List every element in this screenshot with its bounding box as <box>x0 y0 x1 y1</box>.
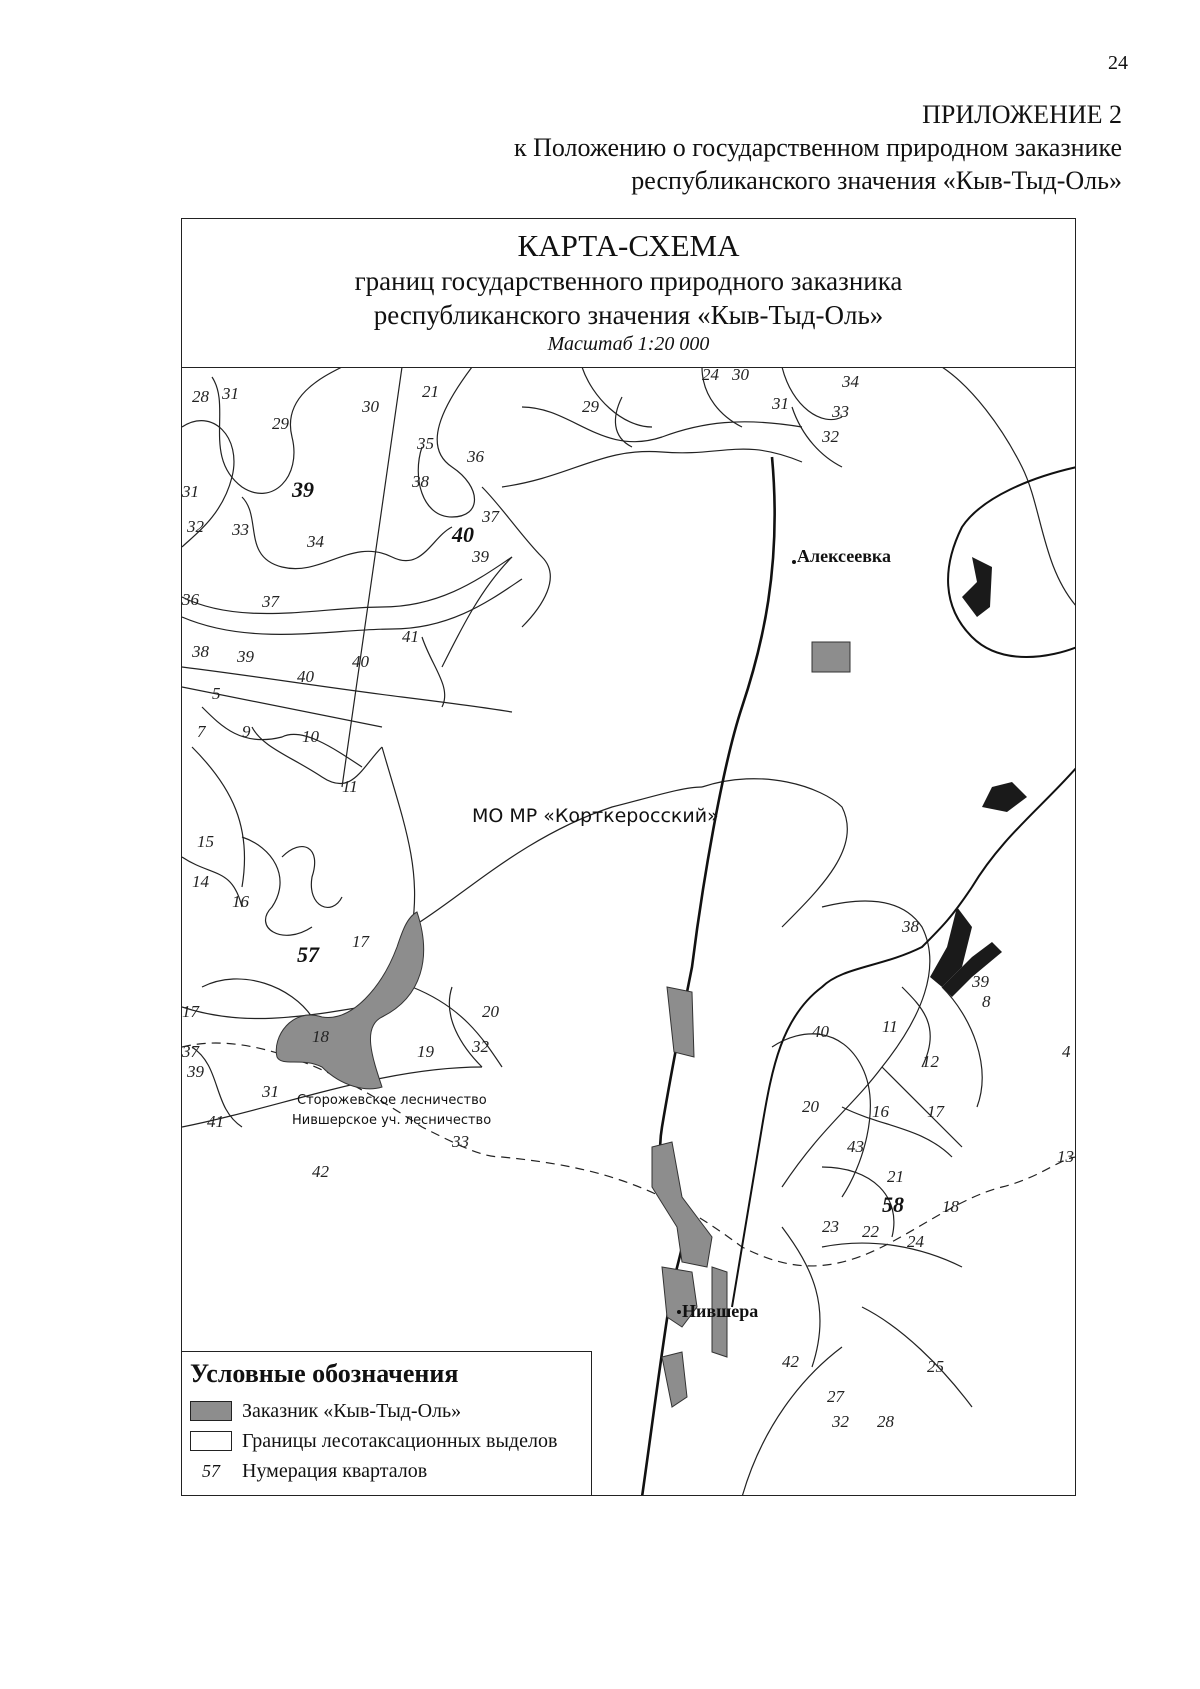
svg-text:24: 24 <box>702 367 719 384</box>
svg-text:32: 32 <box>832 1412 849 1431</box>
svg-text:37: 37 <box>262 592 279 611</box>
svg-text:28: 28 <box>877 1412 894 1431</box>
svg-text:28: 28 <box>192 387 209 406</box>
svg-text:34: 34 <box>842 372 859 391</box>
svg-text:11: 11 <box>882 1017 898 1036</box>
legend-label-reserve: Заказник «Кыв-Тыд-Оль» <box>242 1400 462 1422</box>
legend-item-reserve <box>190 1396 583 1426</box>
settlement-boundary <box>732 467 1076 1307</box>
map-title: КАРТА-СХЕМА <box>517 228 740 263</box>
svg-text:17: 17 <box>352 932 369 951</box>
forestry-label-2: Нившерское уч. лесничество <box>292 1113 492 1128</box>
settlement-nivshera: Нившера <box>682 1301 759 1321</box>
svg-text:43: 43 <box>847 1137 864 1156</box>
svg-text:16: 16 <box>232 892 249 911</box>
reserve-swatch-icon <box>190 1401 232 1421</box>
svg-text:29: 29 <box>582 397 599 416</box>
svg-text:24: 24 <box>907 1232 924 1251</box>
svg-text:39: 39 <box>472 547 489 566</box>
svg-text:37: 37 <box>482 507 499 526</box>
svg-text:32: 32 <box>187 517 204 536</box>
map-subtitle-2: республиканского значения «Кыв-Тыд-Оль» <box>373 300 884 330</box>
svg-text:39: 39 <box>972 972 989 991</box>
svg-text:38: 38 <box>192 642 209 661</box>
svg-text:4: 4 <box>1062 1042 1071 1061</box>
boundary-swatch-icon <box>190 1431 232 1451</box>
svg-text:21: 21 <box>887 1167 904 1186</box>
svg-text:35: 35 <box>417 434 434 453</box>
svg-text:33: 33 <box>452 1132 469 1151</box>
svg-text:31: 31 <box>262 1082 279 1101</box>
svg-text:42: 42 <box>782 1352 799 1371</box>
svg-text:23: 23 <box>822 1217 839 1236</box>
svg-text:34: 34 <box>307 532 324 551</box>
svg-text:16: 16 <box>872 1102 889 1121</box>
region-label: МО МР «Корткеросский» <box>472 805 719 827</box>
svg-text:42: 42 <box>312 1162 329 1181</box>
svg-text:41: 41 <box>402 627 419 646</box>
main-road <box>642 457 775 1496</box>
svg-text:29: 29 <box>272 414 289 433</box>
svg-text:20: 20 <box>802 1097 819 1116</box>
svg-text:7: 7 <box>197 722 206 741</box>
quarter-40: 40 <box>452 522 474 547</box>
page-number: 24 <box>1108 52 1128 74</box>
map-subtitle-1: границ государственного природного заказника <box>354 266 903 296</box>
map-scale: Масштаб 1:20 000 <box>547 333 710 355</box>
svg-text:38: 38 <box>412 472 429 491</box>
svg-text:38: 38 <box>902 917 919 936</box>
map-frame <box>181 218 1076 1496</box>
svg-text:9: 9 <box>242 722 251 741</box>
appendix-line-2: к Положению о государственном природном заказнике <box>513 133 1122 162</box>
svg-text:8: 8 <box>982 992 991 1011</box>
svg-text:13: 13 <box>1057 1147 1074 1166</box>
legend-item-boundary <box>190 1426 583 1456</box>
legend-title: Условные обозначения <box>190 1359 459 1388</box>
settlement-alekseevka: Алексеевка <box>797 546 892 566</box>
legend-number-sample: 57 <box>202 1461 220 1481</box>
svg-text:19: 19 <box>417 1042 434 1061</box>
svg-text:17: 17 <box>182 1002 199 1021</box>
svg-text:40: 40 <box>812 1022 829 1041</box>
svg-text:32: 32 <box>822 427 839 446</box>
svg-text:36: 36 <box>182 590 199 609</box>
svg-text:31: 31 <box>182 482 199 501</box>
appendix-line-3: республиканского значения «Кыв-Тыд-Оль» <box>631 166 1122 195</box>
svg-text:31: 31 <box>222 384 239 403</box>
map-labels <box>182 367 1074 1431</box>
svg-text:18: 18 <box>312 1027 329 1046</box>
svg-text:10: 10 <box>302 727 319 746</box>
forestry-label-1: Сторожевское лесничество <box>297 1093 487 1108</box>
legend-item-number <box>190 1456 583 1486</box>
map-canvas <box>182 367 1076 1496</box>
svg-text:33: 33 <box>832 402 849 421</box>
svg-text:22: 22 <box>862 1222 879 1241</box>
quarter-39: 39 <box>292 477 314 502</box>
reserve-patches <box>276 642 850 1407</box>
map-legend <box>182 1351 592 1496</box>
svg-text:20: 20 <box>482 1002 499 1021</box>
legend-label-number: Нумерация кварталов <box>242 1460 428 1482</box>
svg-text:27: 27 <box>827 1387 844 1406</box>
svg-text:37: 37 <box>182 1042 199 1061</box>
svg-text:36: 36 <box>467 447 484 466</box>
svg-text:11: 11 <box>342 777 358 796</box>
svg-text:39: 39 <box>187 1062 204 1081</box>
svg-text:12: 12 <box>922 1052 939 1071</box>
quarter-57: 57 <box>297 942 319 967</box>
svg-text:5: 5 <box>212 684 221 703</box>
dark-boundary-strips <box>930 557 1027 997</box>
map-title-block <box>182 219 1075 368</box>
appendix-header <box>514 98 1122 197</box>
appendix-title: ПРИЛОЖЕНИЕ 2 <box>922 100 1122 129</box>
forestry-boundary-dashed <box>182 1043 1076 1266</box>
svg-text:32: 32 <box>472 1037 489 1056</box>
svg-text:17: 17 <box>927 1102 944 1121</box>
svg-text:31: 31 <box>772 394 789 413</box>
svg-text:21: 21 <box>422 382 439 401</box>
svg-text:14: 14 <box>192 872 209 891</box>
svg-text:25: 25 <box>927 1357 944 1376</box>
svg-text:30: 30 <box>732 367 749 384</box>
svg-text:30: 30 <box>362 397 379 416</box>
svg-text:33: 33 <box>232 520 249 539</box>
svg-text:40: 40 <box>297 667 314 686</box>
svg-text:18: 18 <box>942 1197 959 1216</box>
svg-text:41: 41 <box>207 1112 224 1131</box>
svg-text:40: 40 <box>352 652 369 671</box>
svg-text:15: 15 <box>197 832 214 851</box>
legend-label-boundary: Границы лесотаксационных выделов <box>242 1430 558 1452</box>
svg-text:39: 39 <box>237 647 254 666</box>
quarter-58: 58 <box>882 1192 904 1217</box>
